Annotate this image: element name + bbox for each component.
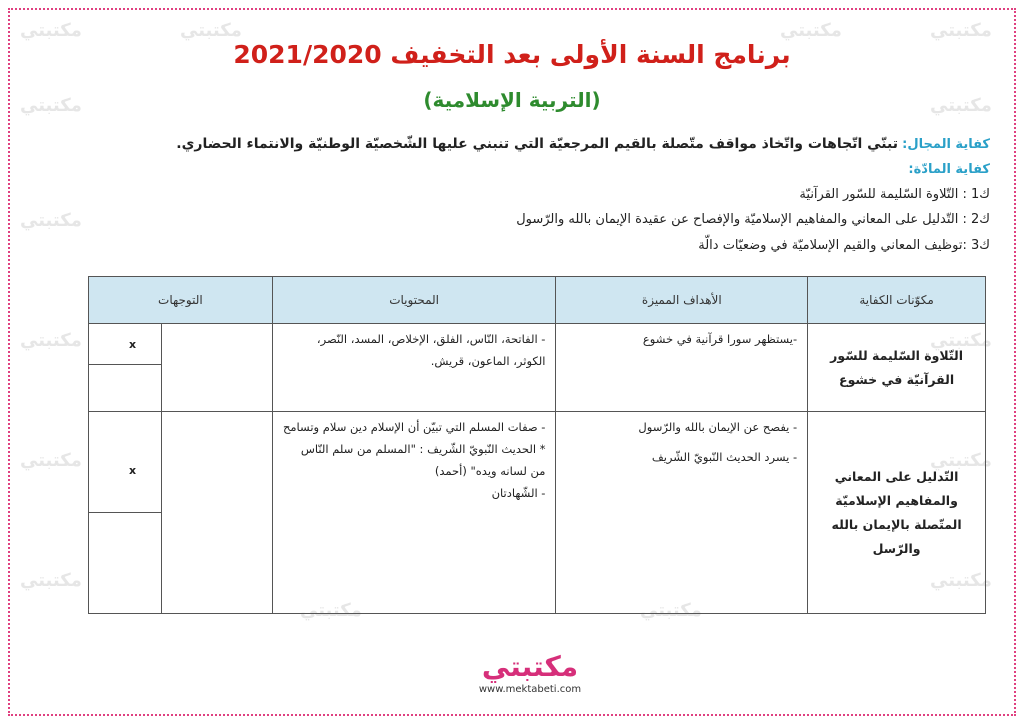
watermark: مكتبتي bbox=[20, 570, 82, 591]
watermark: مكتبتي bbox=[20, 20, 82, 41]
objective-item: - يسرد الحديث النّبويّ الشّريف bbox=[651, 450, 798, 464]
watermark: مكتبتي bbox=[20, 330, 82, 351]
competency-item: ك2 : التّدليل على المعاني والمفاهيم الإسلاميّة والإفصاح عن عقيدة الإيمان بالله والرّسول bbox=[516, 212, 990, 227]
program-table bbox=[88, 276, 986, 614]
domain-competency-text: تبنّي اتّجاهات واتّخاذ مواقف متّصلة بالقيم المرجعيّة التي تنبني عليها الشّخصيّة الوطنيّة والانتماء الحضاري. bbox=[176, 136, 898, 152]
objective-item: - يفصح عن الإيمان بالله والرّسول bbox=[638, 420, 798, 434]
content-item: - صفات المسلم التي تبيّن أن الإسلام دين سلام وتسامح bbox=[282, 420, 546, 434]
table-row bbox=[89, 412, 986, 614]
site-logo[interactable] bbox=[460, 650, 600, 706]
row-tick bbox=[89, 512, 161, 513]
orientation-mark: x bbox=[129, 464, 137, 477]
content-item: - الشّهادتان bbox=[491, 486, 546, 500]
domain-competency-label: كفاية المجال: bbox=[902, 137, 990, 152]
logo-text: مكتبتي bbox=[481, 650, 579, 683]
objective-item: -يستظهر سورا قرآنية في خشوع bbox=[642, 332, 798, 346]
orientations-cell bbox=[89, 324, 273, 412]
watermark: مكتبتي bbox=[20, 450, 82, 471]
column-divider bbox=[161, 412, 162, 613]
competency-item: ك1 : التّلاوة السّليمة للسّور القرآنيّة bbox=[799, 187, 990, 202]
watermark: مكتبتي bbox=[930, 95, 992, 116]
content-item: * الحديث النّبويّ الشّريف : "المسلم من سلم النّاس من لسانه ويده" (أحمد) bbox=[300, 442, 546, 478]
header-components: مكوّنات الكفاية bbox=[808, 277, 986, 324]
watermark: مكتبتي bbox=[20, 210, 82, 231]
orientations-cell bbox=[89, 412, 273, 614]
header-orientations: التوجهات bbox=[89, 277, 273, 324]
watermark: مكتبتي bbox=[930, 20, 992, 41]
logo-url: www.mektabeti.com bbox=[478, 684, 582, 695]
orientation-mark: x bbox=[129, 338, 137, 351]
watermark: مكتبتي bbox=[780, 20, 842, 41]
watermark: مكتبتي bbox=[930, 330, 992, 351]
page-subtitle: (التربية الإسلامية) bbox=[423, 88, 601, 112]
component-cell: التّدليل على المعاني والمفاهيم الإسلاميّة المتّصلة بالإيمان بالله والرّسل bbox=[808, 412, 986, 614]
component-cell: التّلاوة السّليمة للسّور القرآنيّة في خشوع bbox=[808, 324, 986, 412]
objectives-cell bbox=[556, 412, 808, 614]
content-item: - الفاتحة، النّاس، الفلق، الإخلاص، المسد، النّصر، الكوثر، الماعون، قريش. bbox=[316, 332, 546, 368]
watermark: مكتبتي bbox=[20, 95, 82, 116]
page-title: برنامج السنة الأولى بعد التخفيف 2021/2020 bbox=[233, 40, 791, 69]
table-row bbox=[89, 324, 986, 412]
subject-competency-label: كفاية المادّة: bbox=[908, 162, 990, 177]
contents-cell bbox=[272, 412, 556, 614]
watermark: مكتبتي bbox=[640, 600, 702, 621]
contents-cell bbox=[272, 324, 556, 412]
row-tick bbox=[89, 364, 161, 365]
header-contents: المحتويات bbox=[272, 277, 556, 324]
domain-competency bbox=[30, 136, 990, 152]
competency-item: ك3 :توظيف المعاني والقيم الإسلاميّة في وضعيّات دالّة bbox=[698, 238, 990, 253]
watermark: مكتبتي bbox=[300, 600, 362, 621]
header-objectives: الأهداف المميزة bbox=[556, 277, 808, 324]
objectives-cell bbox=[556, 324, 808, 412]
table-header-row bbox=[89, 277, 986, 324]
watermark: مكتبتي bbox=[930, 570, 992, 591]
watermark: مكتبتي bbox=[180, 20, 242, 41]
watermark: مكتبتي bbox=[930, 450, 992, 471]
column-divider bbox=[161, 324, 162, 411]
